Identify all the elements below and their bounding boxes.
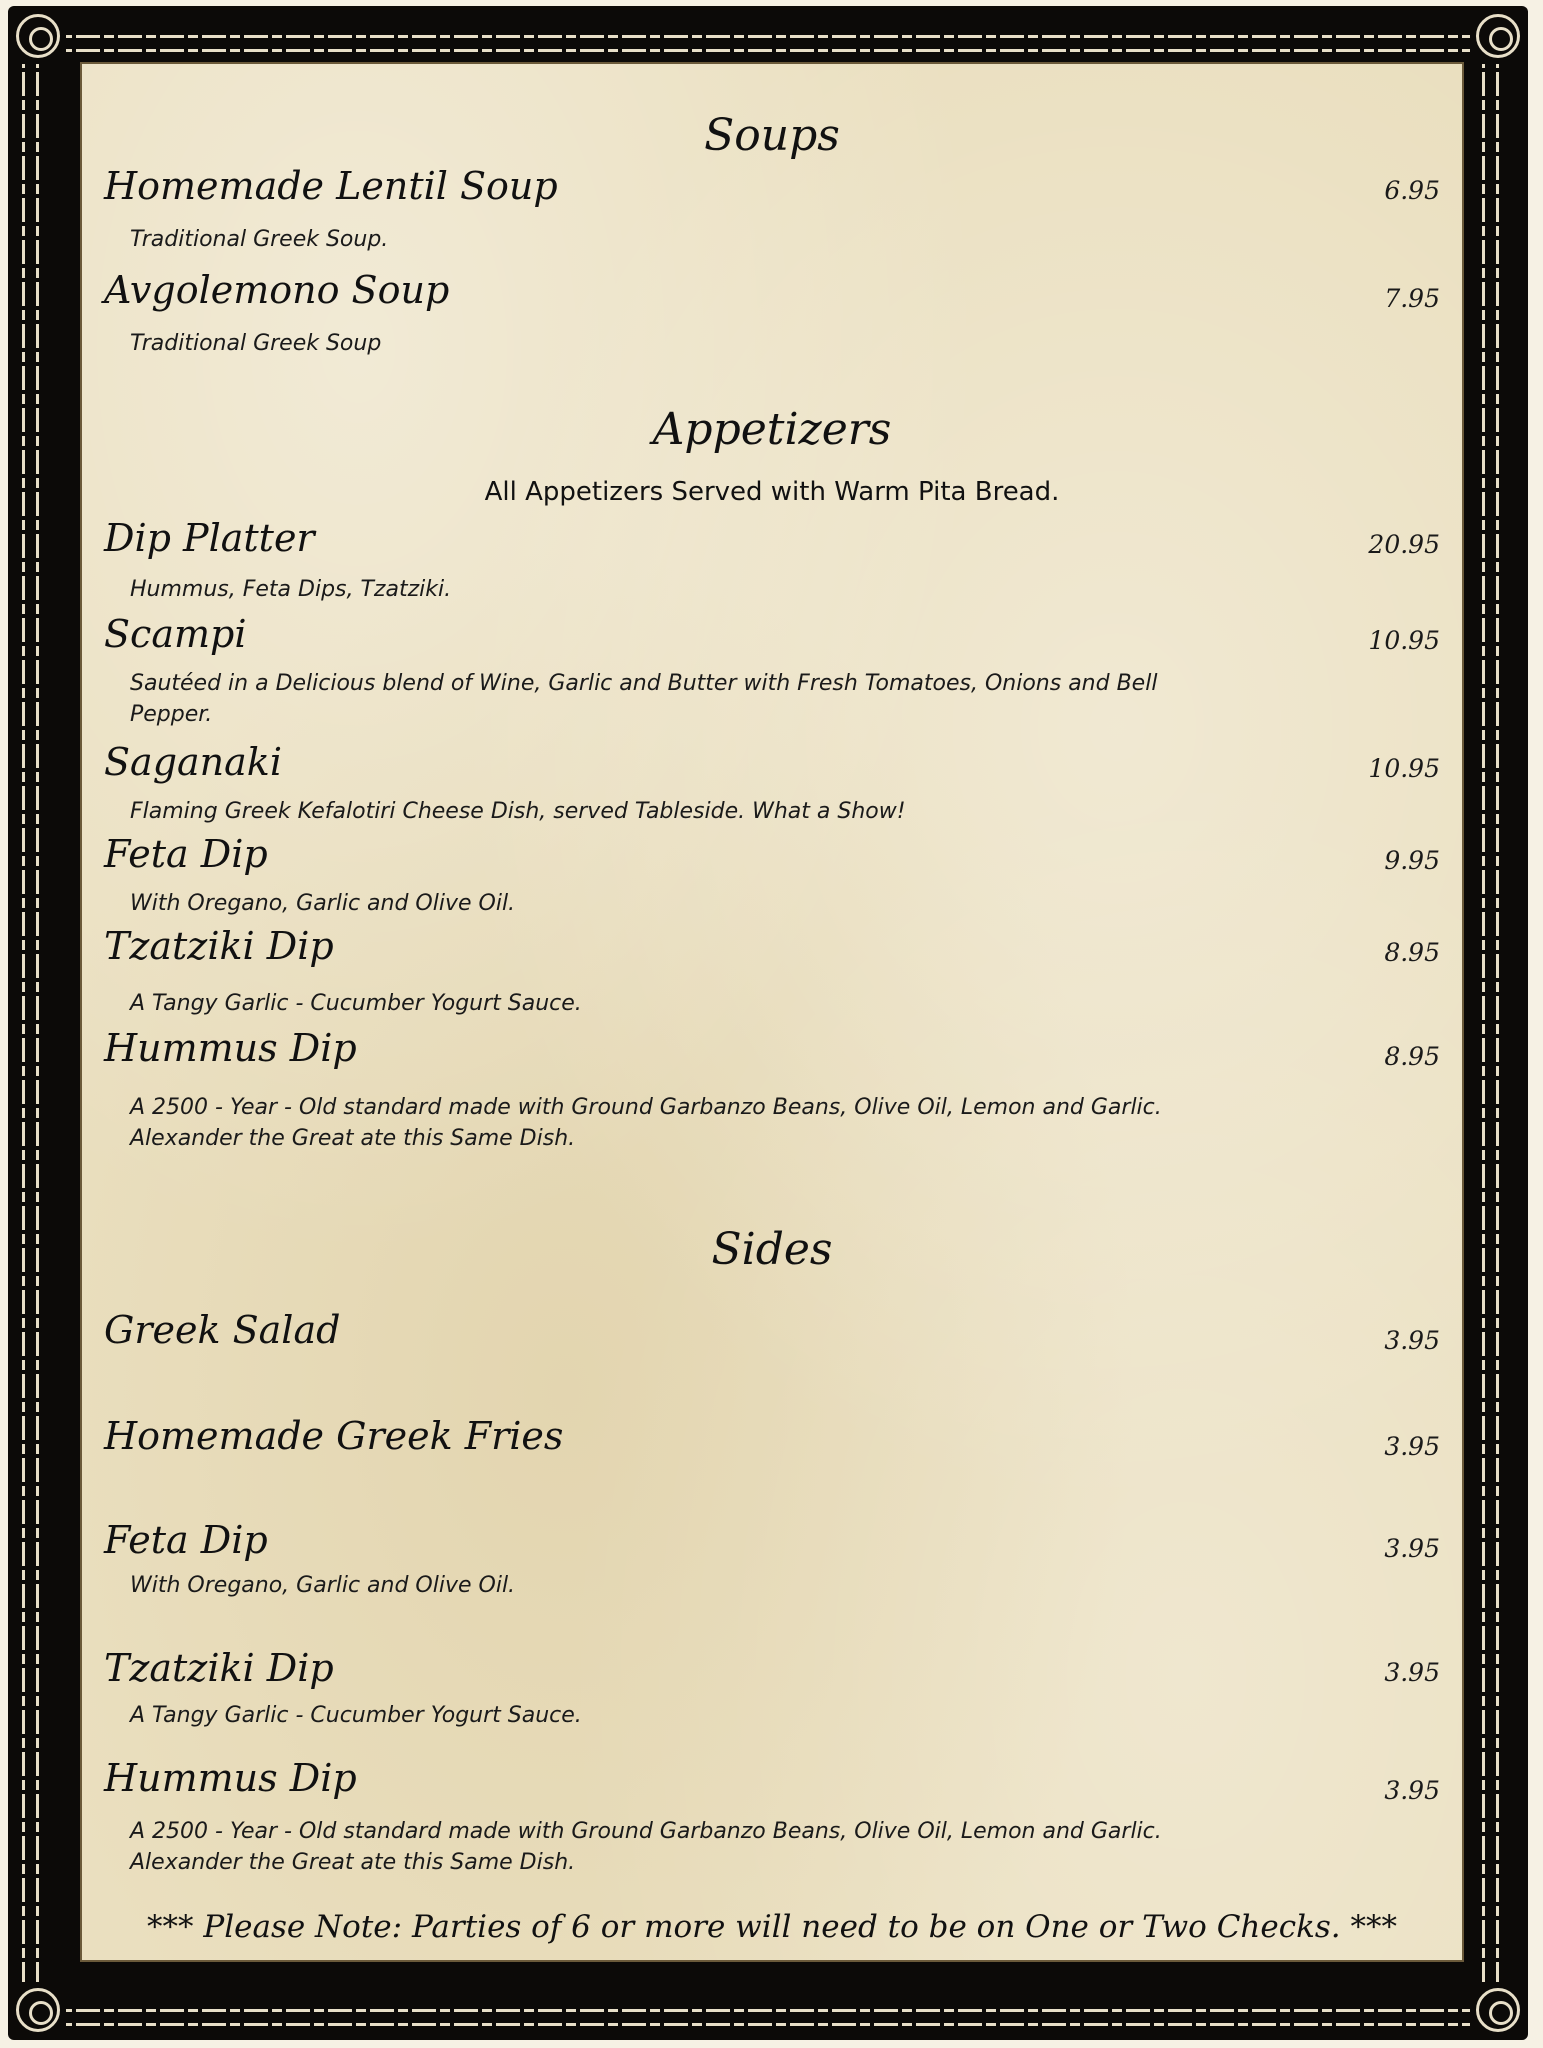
- section-subtitle: All Appetizers Served with Warm Pita Bread.: [484, 477, 1060, 507]
- menu-item-price: 3.95: [1384, 1776, 1440, 1805]
- menu-item-name: Greek Salad: [104, 1308, 341, 1352]
- menu-item-description: Hummus, Feta Dips, Tzatziki.: [130, 577, 452, 602]
- menu-item-price: 3.95: [1384, 1326, 1440, 1355]
- corner-ornament-icon: [16, 14, 60, 58]
- menu-item-price: 8.95: [1384, 938, 1440, 967]
- menu-item-name: Hummus Dip: [104, 1756, 357, 1800]
- menu-page: [80, 62, 1464, 1962]
- border-left-strip: [16, 64, 60, 1982]
- menu-item-description: A Tangy Garlic - Cucumber Yogurt Sauce.: [130, 991, 582, 1016]
- menu-item-price: 3.95: [1384, 1534, 1440, 1563]
- corner-ornament-icon: [16, 1988, 60, 2032]
- border-top-strip: [66, 14, 1470, 58]
- menu-item-description: Traditional Greek Soup.: [130, 227, 389, 252]
- menu-item-price: 3.95: [1384, 1432, 1440, 1461]
- section-title-appetizers: Appetizers: [652, 404, 892, 455]
- corner-ornament-icon: [1476, 1988, 1520, 2032]
- border-bottom-strip: [66, 1988, 1470, 2032]
- menu-item-price: 8.95: [1384, 1042, 1440, 1071]
- parties-note: *** Please Note: Parties of 6 or more will need to be on One or Two Checks. ***: [146, 1909, 1397, 1945]
- section-title-soups: Soups: [704, 110, 840, 161]
- border-right-strip: [1476, 64, 1520, 1982]
- menu-item-price: 3.95: [1384, 1658, 1440, 1687]
- menu-item-name: Homemade Greek Fries: [104, 1414, 564, 1458]
- section-title-sides: Sides: [711, 1224, 833, 1275]
- menu-item-name: Hummus Dip: [104, 1026, 357, 1070]
- menu-item-price: 7.95: [1384, 284, 1440, 313]
- menu-item-name: Feta Dip: [104, 1518, 268, 1562]
- menu-item-price: 20.95: [1368, 530, 1440, 559]
- menu-item-name: Tzatziki Dip: [104, 924, 334, 968]
- menu-item-name: Feta Dip: [104, 832, 268, 876]
- corner-ornament-icon: [1476, 14, 1520, 58]
- menu-item-description: Sautéed in a Delicious blend of Wine, Garlic and Butter with Fresh Tomatoes, Onions and Bell Pepper.: [130, 671, 1158, 727]
- menu-item-description: A 2500 - Year - Old standard made with Ground Garbanzo Beans, Olive Oil, Lemon and Garlic. Alexander the Great ate this Same Dish.: [130, 1819, 1162, 1875]
- menu-item-description: With Oregano, Garlic and Olive Oil.: [130, 891, 516, 916]
- menu-item-description: With Oregano, Garlic and Olive Oil.: [130, 1573, 516, 1598]
- menu-item-name: Tzatziki Dip: [104, 1646, 334, 1690]
- menu-item-price: 10.95: [1368, 626, 1440, 655]
- menu-item-price: 6.95: [1384, 176, 1440, 205]
- menu-item-name: Homemade Lentil Soup: [104, 164, 558, 208]
- menu-item-description: Flaming Greek Kefalotiri Cheese Dish, served Tableside. What a Show!: [130, 799, 906, 824]
- menu-item-name: Avgolemono Soup: [104, 268, 450, 312]
- menu-item-name: Dip Platter: [104, 516, 315, 560]
- menu-item-price: 9.95: [1384, 846, 1440, 875]
- menu-item-description: A 2500 - Year - Old standard made with Ground Garbanzo Beans, Olive Oil, Lemon and Garlic. Alexander the Great ate this Same Dish.: [130, 1095, 1162, 1151]
- menu-item-name: Saganaki: [104, 740, 282, 784]
- menu-item-name: Scampi: [104, 612, 247, 656]
- menu-item-description: A Tangy Garlic - Cucumber Yogurt Sauce.: [130, 1703, 582, 1728]
- menu-item-price: 10.95: [1368, 754, 1440, 783]
- menu-item-description: Traditional Greek Soup: [130, 331, 382, 356]
